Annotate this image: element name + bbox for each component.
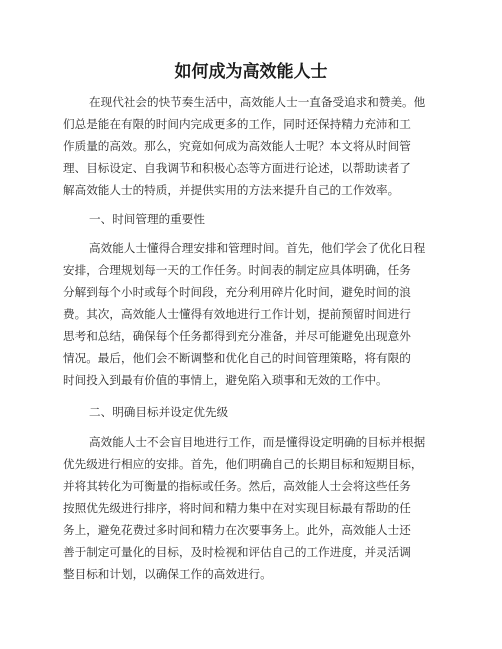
paragraph-line: 们总是能在有限的时间内完成更多的工作，同时还保持精力充沛和工 bbox=[63, 117, 411, 131]
paragraph-line: 整目标和计划，以确保工作的高效进行。 bbox=[63, 567, 272, 581]
paragraph-line: 按照优先级进行排序，将时间和精力集中在对实现目标最有帮助的任 bbox=[63, 501, 411, 515]
paragraph-line: 并将其转化为可衡量的指标或任务。然后，高效能人士会将这些任务 bbox=[63, 479, 411, 493]
paragraph-line: 安排，合理规划每一天的工作任务。时间表的制定应具体明确，任务 bbox=[63, 263, 411, 277]
paragraph-line: 优先级进行相应的安排。首先，他们明确自己的长期目标和短期目标， bbox=[63, 457, 423, 471]
page-title: 如何成为高效能人士 bbox=[174, 62, 328, 82]
paragraph-line: 费。其次，高效能人士懂得有效地进行工作计划，提前预留时间进行 bbox=[63, 307, 411, 321]
paragraph-line: 时间投入到最有价值的事情上，避免陷入琐事和无效的工作中。 bbox=[63, 373, 388, 387]
paragraph-line: 思考和总结，确保每个任务都得到充分准备，并尽可能避免出现意外 bbox=[63, 329, 411, 343]
paragraph-line: 分解到每个小时或每个时间段，充分利用碎片化时间，避免时间的浪 bbox=[63, 285, 411, 299]
section-heading: 二、明确目标并设定优先级 bbox=[89, 405, 229, 419]
paragraph-line: 高效能人士不会盲目地进行工作，而是懂得设定明确的目标并根据 bbox=[89, 435, 426, 449]
paragraph-line: 理、目标设定、自我调节和积极心态等方面进行论述，以帮助读者了 bbox=[63, 161, 411, 175]
paragraph-line: 善于制定可量化的目标，及时检视和评估自己的工作进度，并灵活调 bbox=[63, 545, 411, 559]
paragraph-line: 在现代社会的快节奏生活中，高效能人士一直备受追求和赞美。他 bbox=[89, 95, 426, 109]
paragraph-line: 情况。最后，他们会不断调整和优化自己的时间管理策略，将有限的 bbox=[63, 351, 411, 365]
paragraph-line: 解高效能人士的特质，并提供实用的方法来提升自己的工作效率。 bbox=[63, 183, 400, 197]
paragraph-line: 高效能人士懂得合理安排和管理时间。首先，他们学会了优化日程 bbox=[89, 241, 426, 255]
paragraph-line: 务上，避免花费过多时间和精力在次要事务上。此外，高效能人士还 bbox=[63, 523, 411, 537]
paragraph-line: 作质量的高效。那么，究竟如何成为高效能人士呢？本文将从时间管 bbox=[63, 139, 411, 153]
section-heading: 一、时间管理的重要性 bbox=[89, 212, 205, 226]
